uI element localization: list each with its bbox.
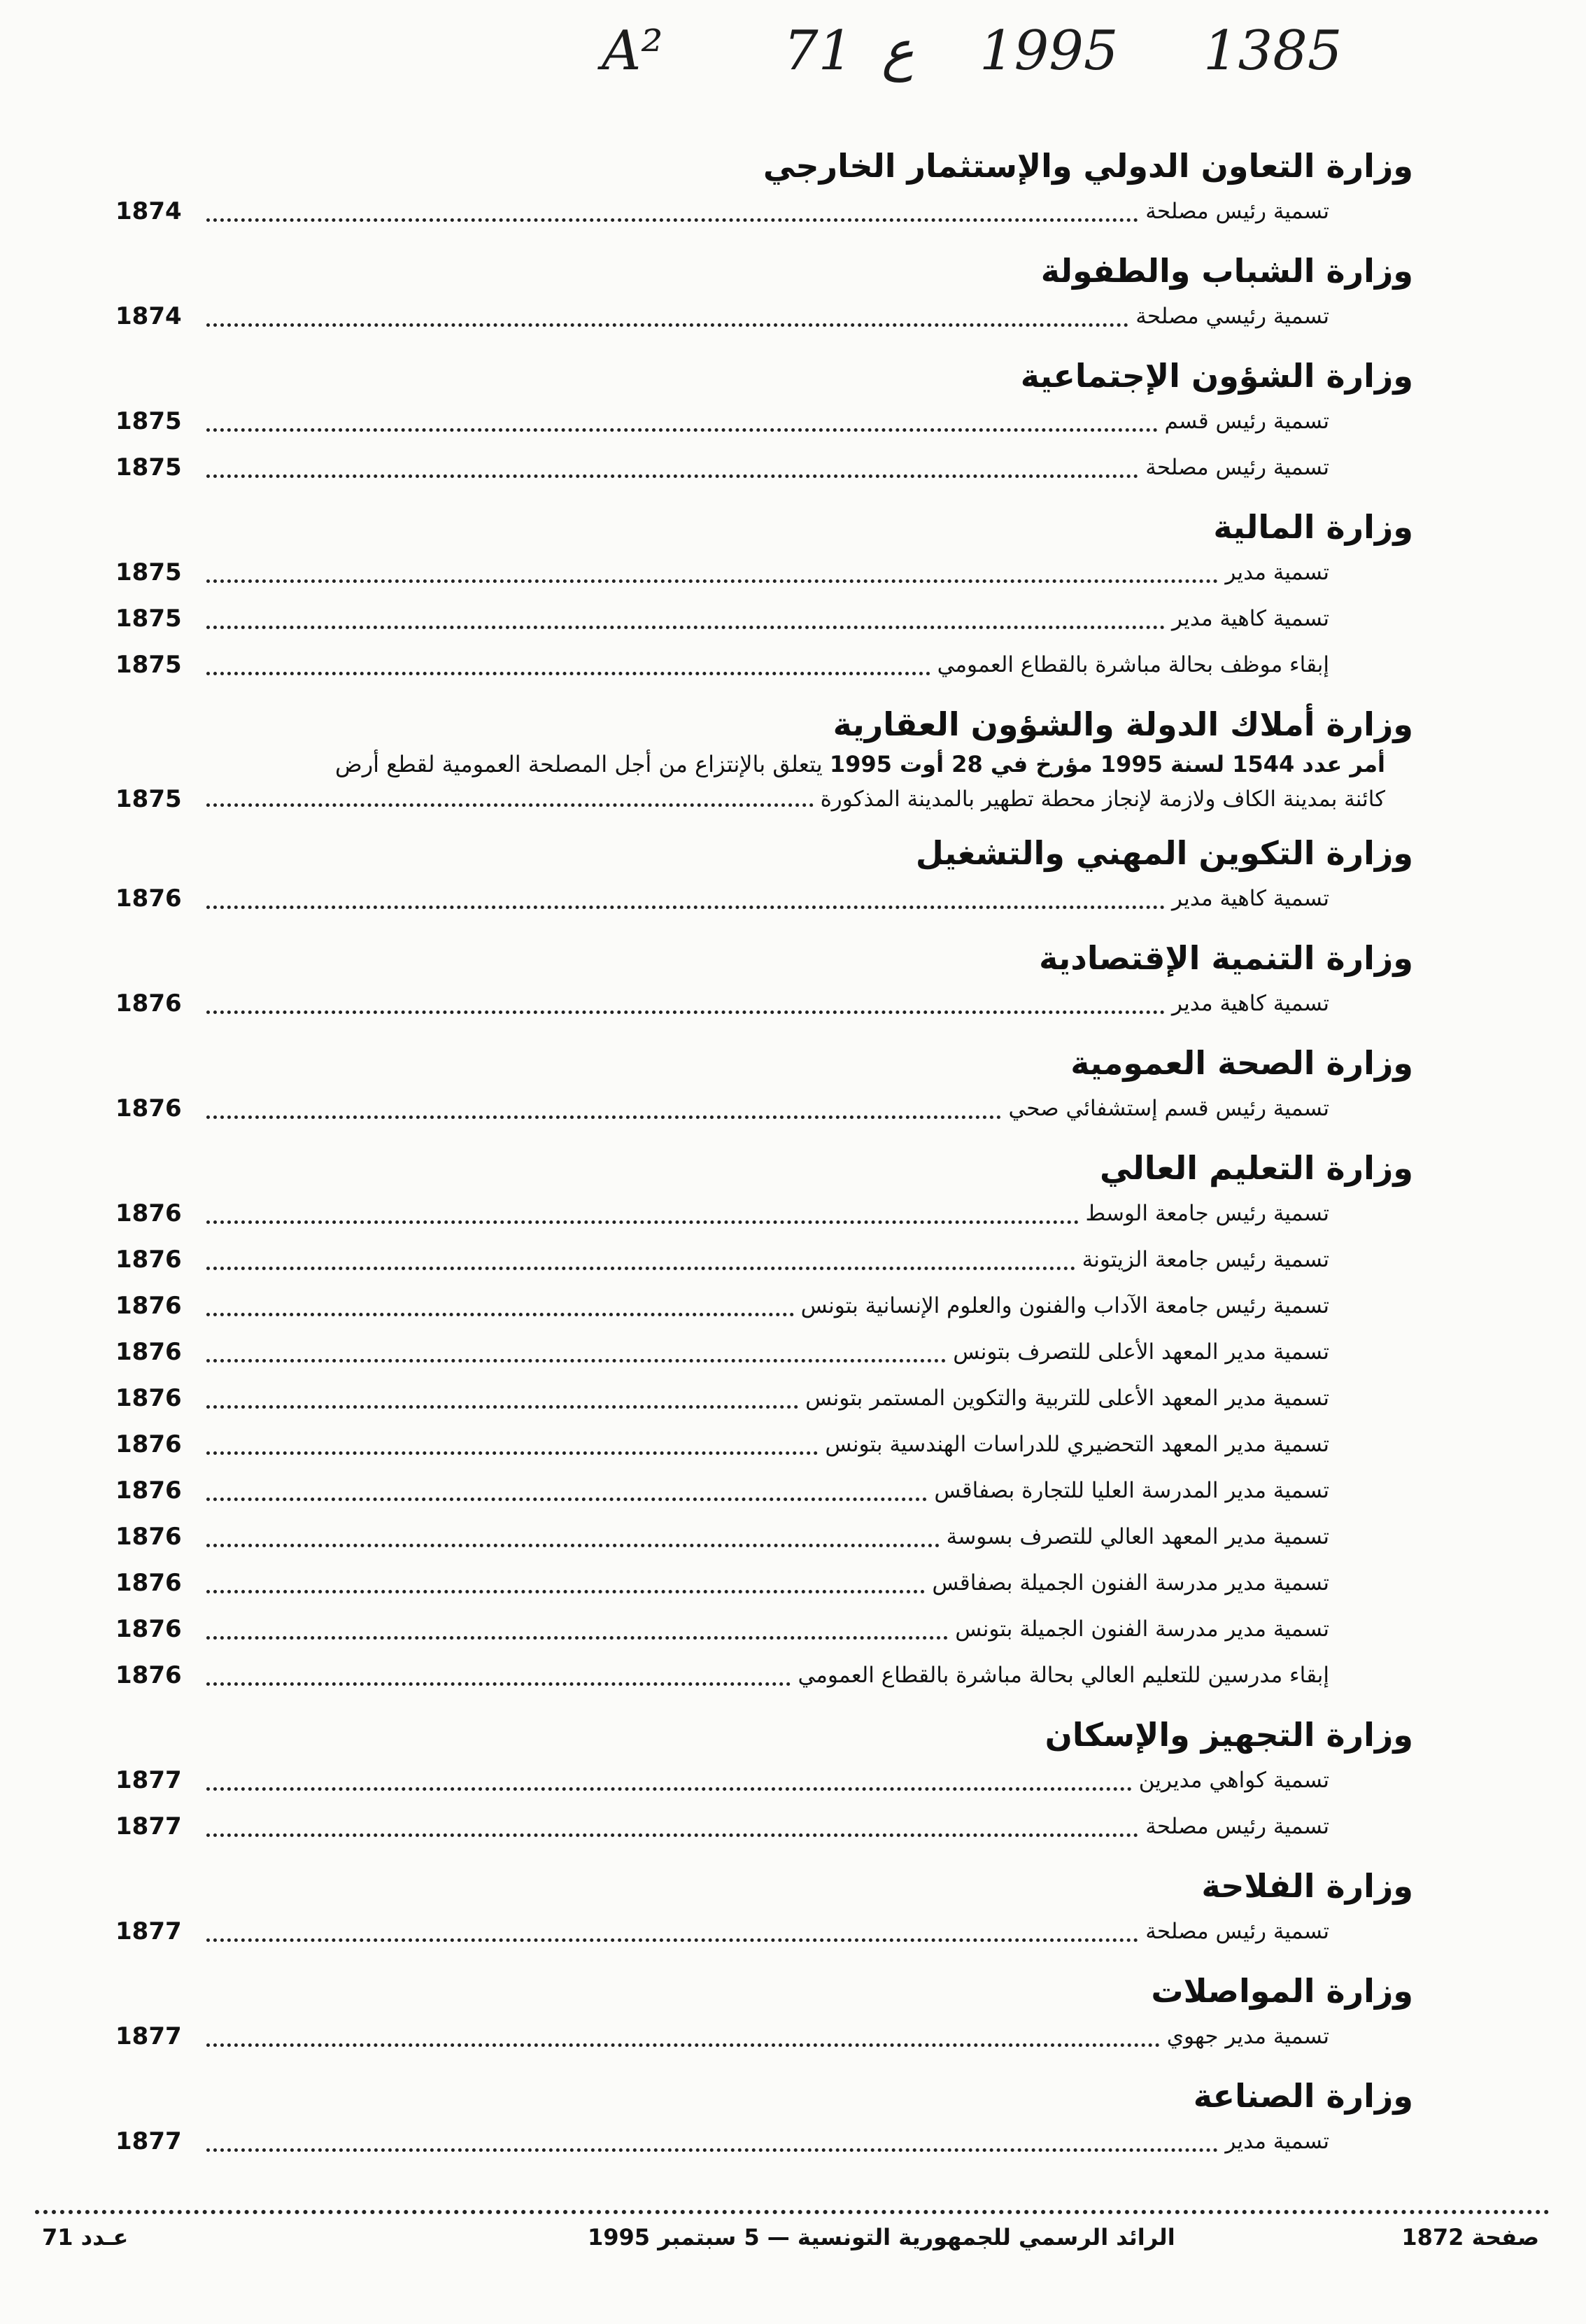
toc-entry [115, 1421, 1413, 1467]
dot-leader [206, 1590, 925, 1593]
dot-leader [206, 1787, 1132, 1791]
entry-title: تسمية رئيس جامعة الآداب والفنون والعلوم الإنسانية بتونس [800, 1293, 1329, 1318]
ministry-section [115, 250, 1413, 339]
toc-entry [115, 2118, 1413, 2164]
entry-title: تسمية مدير المعهد الأعلى للتصرف بتونس [953, 1339, 1329, 1365]
entry-title: تسمية رئيس مصلحة [1145, 455, 1329, 480]
toc-entry [115, 1560, 1413, 1606]
ministry-section [115, 937, 1413, 1027]
entry-title: تسمية رئيس مصلحة [1145, 1919, 1329, 1944]
toc-entry [115, 1237, 1413, 1283]
toc-entry [115, 188, 1413, 234]
dot-leader [206, 2043, 1160, 2047]
publication-title: الرائد الرسمي للجمهورية التونسية — 5 سبتمبر 1995 [588, 2224, 1175, 2251]
entry-title: تسمية مدير مدرسة الفنون الجميلة بتونس [955, 1617, 1329, 1642]
ministry-heading: وزارة أملاك الدولة والشؤون العقارية [833, 705, 1413, 743]
entry-title: تسمية مدير المعهد الأعلى للتربية والتكوين المستمر بتونس [805, 1386, 1329, 1411]
ministry-heading: وزارة الشباب والطفولة [1040, 252, 1413, 290]
ministry-heading: وزارة المواصلات [1151, 1972, 1413, 2010]
entry-page-number: 1876 [115, 1292, 182, 1320]
handwritten-e: 1385 [1203, 20, 1343, 83]
footer-divider [35, 2210, 1550, 2214]
dot-leader [206, 1359, 946, 1362]
handwritten-b: 71 [784, 20, 854, 83]
dot-leader [206, 1938, 1138, 1942]
entry-page-number: 1875 [115, 605, 182, 633]
toc-entry [115, 596, 1413, 642]
entry-page-number: 1876 [115, 1523, 182, 1551]
toc-entry [115, 1329, 1413, 1375]
dot-leader [206, 1833, 1138, 1837]
entry-title: تسمية مدير المعهد التحضيري للدراسات الهندسية بتونس [825, 1432, 1329, 1457]
handwritten-c: ع [881, 20, 914, 83]
entry-title: تسمية مدير المعهد العالي للتصرف بسوسة [946, 1524, 1329, 1549]
dot-leader [206, 1544, 940, 1547]
decree-line-2 [115, 782, 1413, 817]
toc-entry [115, 642, 1413, 688]
dot-leader [206, 906, 1165, 909]
entry-title: تسمية مدير [1225, 2129, 1329, 2154]
entry-page-number: 1877 [115, 2127, 182, 2155]
ministry-section [115, 355, 1413, 491]
toc-entry [115, 398, 1413, 444]
entry-title: تسمية مدير المدرسة العليا للتجارة بصفاقس [934, 1478, 1329, 1503]
toc-entry [115, 980, 1413, 1027]
toc-entry [115, 2013, 1413, 2059]
entry-page-number: 1876 [115, 990, 182, 1017]
entry-page-number: 1876 [115, 1661, 182, 1689]
issue-number: عـدد 71 [42, 2224, 129, 2251]
entry-page-number: 1877 [115, 1917, 182, 1945]
ministry-heading: وزارة التعليم العالي [1099, 1149, 1413, 1187]
entry-title: تسمية رئيس مصلحة [1145, 199, 1329, 224]
ministry-section [115, 1865, 1413, 1955]
ministry-heading: وزارة التجهيز والإسكان [1045, 1716, 1413, 1754]
dot-leader [206, 1010, 1165, 1014]
entry-title: تسمية رئيسي مصلحة [1135, 304, 1329, 329]
dot-leader [206, 1405, 798, 1409]
ministry-section [115, 1042, 1413, 1132]
ministry-section [115, 1147, 1413, 1698]
dot-leader [206, 323, 1128, 327]
toc-entry [115, 1190, 1413, 1237]
toc-entry [115, 293, 1413, 339]
ministry-section [115, 1714, 1413, 1850]
toc-entry [115, 1514, 1413, 1560]
decree-continuation: كائنة بمدينة الكاف ولازمة لإنجاز محطة تطهير بالمدينة المذكورة [820, 787, 1385, 812]
entry-title: إبقاء مدرسين للتعليم العالي بحالة مباشرة بالقطاع العمومي [798, 1663, 1329, 1688]
dot-leader [206, 1115, 1001, 1119]
dot-leader [206, 1313, 794, 1316]
entry-page-number: 1875 [115, 407, 182, 435]
entry-page-number: 1876 [115, 1094, 182, 1122]
entry-page-number: 1876 [115, 1477, 182, 1505]
toc-entry [115, 875, 1413, 922]
entry-page-number: 1875 [115, 785, 182, 813]
entry-page-number: 1876 [115, 1615, 182, 1643]
dot-leader [206, 672, 930, 675]
entry-title: تسمية كاهية مدير [1171, 991, 1329, 1016]
toc-entry [115, 1606, 1413, 1652]
ministry-section [115, 2075, 1413, 2164]
entry-title: تسمية رئيس جامعة الوسط [1085, 1201, 1329, 1226]
entry-page-number: 1876 [115, 1199, 182, 1227]
toc-entry [115, 1467, 1413, 1514]
entry-title: تسمية كواهي مديرين [1138, 1768, 1329, 1793]
page-footer [42, 2224, 1546, 2259]
dot-leader [206, 1682, 791, 1686]
ministry-section [115, 1970, 1413, 2059]
table-of-contents [115, 129, 1413, 2164]
toc-entry [115, 1652, 1413, 1698]
toc-entry [115, 1803, 1413, 1850]
toc-entry [115, 1085, 1413, 1132]
entry-page-number: 1875 [115, 651, 182, 679]
entry-page-number: 1876 [115, 1430, 182, 1458]
entry-page-number: 1874 [115, 302, 182, 330]
ministry-heading: وزارة الشؤون الإجتماعية [1020, 357, 1413, 395]
entry-page-number: 1876 [115, 1246, 182, 1274]
ministry-heading: وزارة التعاون الدولي والإستثمار الخارجي [763, 147, 1413, 185]
ministry-heading: وزارة الفلاحة [1201, 1867, 1413, 1905]
dot-leader [206, 218, 1138, 222]
entry-title: تسمية رئيس قسم إستشفائي صحي [1008, 1096, 1329, 1121]
entry-page-number: 1877 [115, 2022, 182, 2050]
toc-entry [115, 1908, 1413, 1955]
toc-entry [115, 444, 1413, 491]
ministry-section [115, 506, 1413, 688]
dot-leader [206, 2148, 1218, 2152]
toc-entry [115, 1375, 1413, 1421]
entry-title: تسمية كاهية مدير [1171, 606, 1329, 631]
entry-page-number: 1875 [115, 453, 182, 481]
dot-leader [206, 1451, 818, 1455]
dot-leader [206, 579, 1218, 583]
entry-title: تسمية مدير [1225, 560, 1329, 585]
entry-page-number: 1877 [115, 1812, 182, 1840]
dot-leader [206, 626, 1165, 629]
ministry-section [115, 832, 1413, 922]
handwritten-d: 1995 [979, 20, 1119, 83]
toc-entry [115, 1757, 1413, 1803]
dot-leader [206, 803, 814, 807]
dot-leader [206, 474, 1138, 478]
handwritten-a: A² [602, 20, 663, 83]
entry-page-number: 1876 [115, 1338, 182, 1366]
ministry-heading: وزارة الصحة العمومية [1070, 1044, 1413, 1082]
dot-leader [206, 428, 1158, 432]
entry-page-number: 1875 [115, 558, 182, 586]
entry-title: تسمية كاهية مدير [1171, 886, 1329, 911]
entry-title: إبقاء موظف بحالة مباشرة بالقطاع العمومي [937, 652, 1329, 677]
entry-page-number: 1876 [115, 1569, 182, 1597]
dot-leader [206, 1636, 948, 1640]
entry-page-number: 1876 [115, 885, 182, 913]
dot-leader [206, 1220, 1079, 1224]
handwritten-annotation [574, 20, 1413, 104]
dot-leader [206, 1498, 927, 1501]
toc-entry [115, 549, 1413, 596]
ministry-heading: وزارة التكوين المهني والتشغيل [915, 834, 1413, 872]
decree-reference: أمر عدد 1544 لسنة 1995 مؤرخ في 28 أوت 1995 [829, 751, 1385, 777]
toc-entry [115, 1283, 1413, 1329]
entry-page-number: 1874 [115, 197, 182, 225]
ministry-heading: وزارة المالية [1213, 508, 1413, 546]
entry-page-number: 1877 [115, 1766, 182, 1794]
ministry-heading: وزارة التنمية الإقتصادية [1039, 939, 1413, 977]
ministry-section [115, 703, 1413, 817]
page-number: صفحة 1872 [1401, 2224, 1539, 2251]
decree-line-1 [115, 747, 1413, 782]
ministry-section [115, 145, 1413, 234]
entry-page-number: 1876 [115, 1384, 182, 1412]
entry-title: تسمية رئيس مصلحة [1145, 1814, 1329, 1839]
entry-title: تسمية مدير مدرسة الفنون الجميلة بصفاقس [932, 1570, 1329, 1596]
dot-leader [206, 1267, 1075, 1270]
entry-title: تسمية رئيس جامعة الزيتونة [1082, 1247, 1329, 1272]
decree-subject: يتعلق بالإنتزاع من أجل المصلحة العمومية لقطع أرض [335, 751, 830, 777]
ministry-heading: وزارة الصناعة [1193, 2077, 1413, 2115]
entry-title: تسمية مدير جهوي [1166, 2024, 1329, 2049]
entry-title: تسمية رئيس قسم [1164, 409, 1329, 434]
